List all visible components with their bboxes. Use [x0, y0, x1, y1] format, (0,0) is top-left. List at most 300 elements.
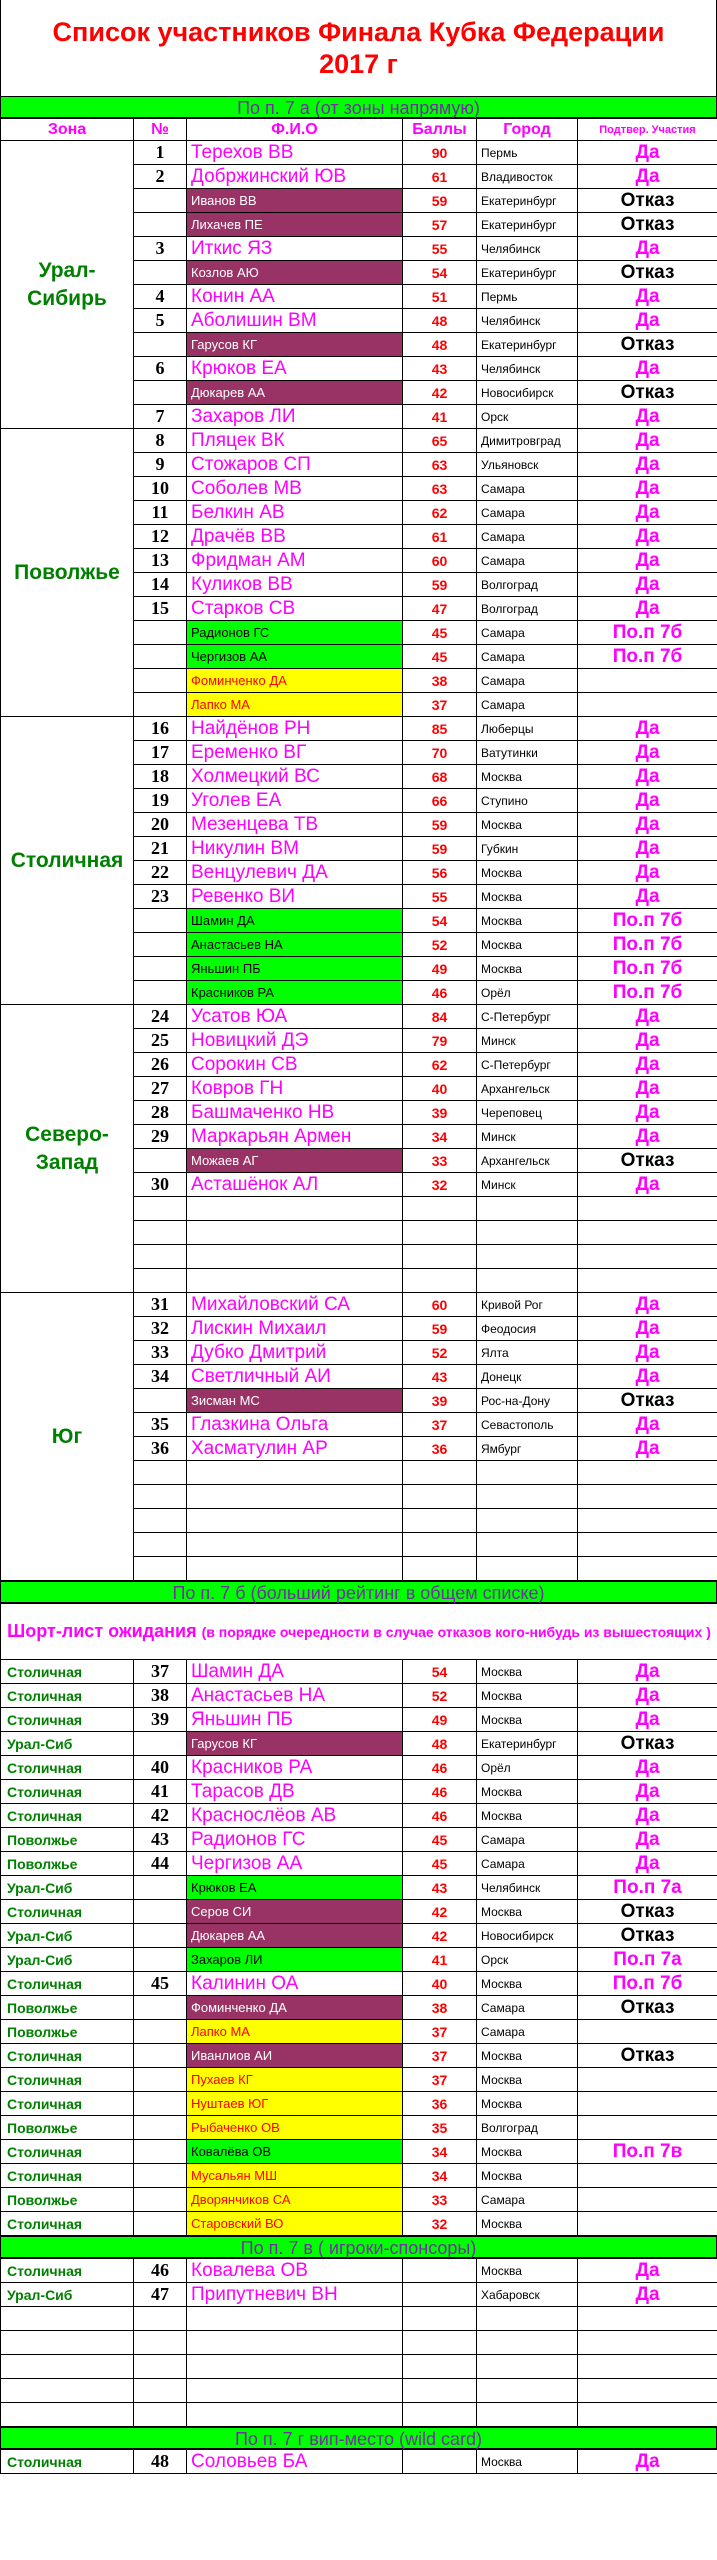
zone-name: Урал-Сиб: [1, 2283, 134, 2307]
city: Москва: [477, 1972, 578, 1996]
participant-name: Старков СВ: [187, 597, 403, 621]
confirmation: [578, 1533, 717, 1557]
city: Екатеринбург: [477, 189, 578, 213]
points: 54: [403, 909, 477, 933]
confirmation: Да: [578, 597, 717, 621]
city: Самара: [477, 669, 578, 693]
row-number: 27: [134, 1077, 187, 1101]
participant-name: Светличный АИ: [187, 1365, 403, 1389]
participant-name: [187, 1557, 403, 1581]
row-number: [134, 189, 187, 213]
participant-name: Усатов ЮА: [187, 1005, 403, 1029]
participant-name: Старовский ВО: [187, 2212, 403, 2236]
shortlist-heading-row: [1, 1604, 717, 1660]
participant-name: Гарусов КГ: [187, 333, 403, 357]
points: 54: [403, 261, 477, 285]
city: Архангельск: [477, 1149, 578, 1173]
zone-name: Поволжье: [1, 2020, 134, 2044]
row-number: 29: [134, 1125, 187, 1149]
city: [477, 2355, 578, 2379]
participant-name: Серов СИ: [187, 1900, 403, 1924]
city: Москва: [477, 1660, 578, 1684]
zone-name: Столичная: [1, 2212, 134, 2236]
confirmation: Да: [578, 477, 717, 501]
zone-name: Столичная: [1, 1900, 134, 1924]
city: [477, 1557, 578, 1581]
city: Москва: [477, 885, 578, 909]
city: [477, 2403, 578, 2427]
points: 66: [403, 789, 477, 813]
confirmation: Да: [578, 1005, 717, 1029]
points: 48: [403, 333, 477, 357]
participant-name: Еременко ВГ: [187, 741, 403, 765]
confirmation: Да: [578, 1293, 717, 1317]
participant-name: Иткис ЯЗ: [187, 237, 403, 261]
points: 68: [403, 765, 477, 789]
participant-name: Нуштаев ЮГ: [187, 2092, 403, 2116]
zone-name: Столичная: [1, 1660, 134, 1684]
confirmation: Да: [578, 2283, 717, 2307]
section-7b-banner: По п. 7 б (больший рейтинг в общем списке): [0, 1581, 717, 1603]
points: 42: [403, 1924, 477, 1948]
participant-name: [187, 1245, 403, 1269]
page-title: [0, 0, 717, 96]
zone-name: Урал-Сиб: [1, 1924, 134, 1948]
participant-name: Анастасьев НА: [187, 933, 403, 957]
table-row: [1, 2140, 717, 2164]
points: 36: [403, 1437, 477, 1461]
zone-name: Столичная: [1, 2164, 134, 2188]
city: Феодосия: [477, 1317, 578, 1341]
row-number: [134, 1533, 187, 1557]
confirmation: [578, 2188, 717, 2212]
city: Ямбург: [477, 1437, 578, 1461]
participant-name: Иванов ВВ: [187, 189, 403, 213]
header-confirm: Подтвер. Участия: [578, 119, 717, 141]
points: 34: [403, 1125, 477, 1149]
row-number: 2: [134, 165, 187, 189]
city: Москва: [477, 1900, 578, 1924]
confirmation: [578, 1557, 717, 1581]
city: Орёл: [477, 981, 578, 1005]
row-number: 33: [134, 1341, 187, 1365]
city: Димитровград: [477, 429, 578, 453]
points: 56: [403, 861, 477, 885]
city: Самара: [477, 501, 578, 525]
title-line-2: 2017 г: [319, 49, 398, 79]
confirmation: Да: [578, 309, 717, 333]
points: [403, 2379, 477, 2403]
city: Самара: [477, 1996, 578, 2020]
row-number: 17: [134, 741, 187, 765]
confirmation: [578, 1197, 717, 1221]
points: 33: [403, 1149, 477, 1173]
points: 51: [403, 285, 477, 309]
participant-name: [187, 1509, 403, 1533]
confirmation: Да: [578, 237, 717, 261]
confirmation: Да: [578, 1413, 717, 1437]
title-line-1: Список участников Финала Кубка Федерации: [52, 17, 665, 47]
row-number: 7: [134, 405, 187, 429]
row-number: [134, 909, 187, 933]
participant-name: Калинин ОА: [187, 1972, 403, 1996]
zone-name: Поволжье: [1, 1996, 134, 2020]
points: 32: [403, 2212, 477, 2236]
confirmation: [578, 2164, 717, 2188]
participant-name: Дубко Дмитрий: [187, 1341, 403, 1365]
participant-name: Куликов ВВ: [187, 573, 403, 597]
row-number: 42: [134, 1804, 187, 1828]
row-number: 18: [134, 765, 187, 789]
row-number: [134, 2355, 187, 2379]
zone-name: Юг: [1, 1293, 134, 1581]
points: 38: [403, 1996, 477, 2020]
table-row: [1, 1828, 717, 1852]
participant-name: Лихачев ПЕ: [187, 213, 403, 237]
confirmation: Отказ: [578, 381, 717, 405]
points: 60: [403, 1293, 477, 1317]
participant-name: Аболишин ВМ: [187, 309, 403, 333]
confirmation: Да: [578, 1708, 717, 1732]
row-number: [134, 2188, 187, 2212]
confirmation: По.п 7б: [578, 957, 717, 981]
shortlist-note: (в порядке очередности в случае отказов кого-нибудь из вышестоящих ): [201, 1624, 711, 1640]
city: Самара: [477, 2188, 578, 2212]
confirmation: [578, 1485, 717, 1509]
city: Хабаровск: [477, 2283, 578, 2307]
points: 39: [403, 1389, 477, 1413]
confirmation: [578, 2331, 717, 2355]
confirmation: Отказ: [578, 1924, 717, 1948]
confirmation: Отказ: [578, 1900, 717, 1924]
zone-name: Столичная: [1, 2140, 134, 2164]
zone-name: Поволжье: [1, 429, 134, 717]
participant-name: Козлов АЮ: [187, 261, 403, 285]
participant-name: Ревенко ВИ: [187, 885, 403, 909]
confirmation: По.п 7б: [578, 645, 717, 669]
zone-name: Столичная: [1, 1756, 134, 1780]
city: Москва: [477, 933, 578, 957]
city: Рос-на-Дону: [477, 1389, 578, 1413]
points: 46: [403, 981, 477, 1005]
participant-name: Яньшин ПБ: [187, 1708, 403, 1732]
table-row: [1, 1708, 717, 1732]
participant-name: Белкин АВ: [187, 501, 403, 525]
points: [403, 1533, 477, 1557]
points: [403, 2331, 477, 2355]
participant-name: Лискин Михаил: [187, 1317, 403, 1341]
city: [477, 1533, 578, 1557]
participant-name: Захаров ЛИ: [187, 405, 403, 429]
city: [477, 1509, 578, 1533]
points: 33: [403, 2188, 477, 2212]
zone-name: Поволжье: [1, 2116, 134, 2140]
confirmation: [578, 1221, 717, 1245]
participant-name: [187, 1533, 403, 1557]
zone-name: Столичная: [1, 2450, 134, 2474]
participant-name: Зисман МС: [187, 1389, 403, 1413]
participant-name: Дюкарев АА: [187, 1924, 403, 1948]
city: Москва: [477, 1708, 578, 1732]
participant-name: Асташёнок АЛ: [187, 1173, 403, 1197]
points: 49: [403, 957, 477, 981]
points: 38: [403, 669, 477, 693]
table-row: [1, 1948, 717, 1972]
confirmation: По.п 7б: [578, 981, 717, 1005]
table-row: [1, 2092, 717, 2116]
confirmation: [578, 1461, 717, 1485]
participant-name: Глазкина Ольга: [187, 1413, 403, 1437]
row-number: 44: [134, 1852, 187, 1876]
row-number: 40: [134, 1756, 187, 1780]
zone-name: Столичная: [1, 1972, 134, 1996]
confirmation: Да: [578, 1828, 717, 1852]
section-7a-banner: По п. 7 а (от зоны напрямую): [0, 96, 717, 118]
row-number: [134, 1197, 187, 1221]
city: [477, 1221, 578, 1245]
confirmation: Да: [578, 1077, 717, 1101]
city: [477, 1245, 578, 1269]
zone-name: Поволжье: [1, 1828, 134, 1852]
row-number: [134, 333, 187, 357]
row-number: [134, 1389, 187, 1413]
city: [477, 1197, 578, 1221]
confirmation: Да: [578, 141, 717, 165]
confirmation: [578, 2116, 717, 2140]
participant-name: Сорокин СВ: [187, 1053, 403, 1077]
table-row: [1, 1876, 717, 1900]
points: 45: [403, 621, 477, 645]
city: Череповец: [477, 1101, 578, 1125]
points: 62: [403, 1053, 477, 1077]
table-row: [1, 2450, 717, 2474]
table-row: [1, 1660, 717, 1684]
points: 63: [403, 477, 477, 501]
city: Москва: [477, 2450, 578, 2474]
table-row: [1, 2259, 717, 2283]
confirmation: [578, 2379, 717, 2403]
row-number: [134, 933, 187, 957]
city: Минск: [477, 1173, 578, 1197]
confirmation: Да: [578, 861, 717, 885]
table-row: [1, 2188, 717, 2212]
zone-name: Столичная: [1, 1708, 134, 1732]
row-number: 9: [134, 453, 187, 477]
row-number: 31: [134, 1293, 187, 1317]
points: [403, 2403, 477, 2427]
points: [403, 1221, 477, 1245]
row-number: [134, 1732, 187, 1756]
row-number: 34: [134, 1365, 187, 1389]
participant-name: Лапко МА: [187, 693, 403, 717]
participant-name: [187, 2331, 403, 2355]
points: 52: [403, 1341, 477, 1365]
row-number: [134, 669, 187, 693]
points: 54: [403, 1660, 477, 1684]
row-number: 26: [134, 1053, 187, 1077]
participant-name: Соловьев БА: [187, 2450, 403, 2474]
confirmation: Да: [578, 285, 717, 309]
points: 43: [403, 1876, 477, 1900]
row-number: 25: [134, 1029, 187, 1053]
confirmation: Да: [578, 549, 717, 573]
city: Челябинск: [477, 1876, 578, 1900]
points: 57: [403, 213, 477, 237]
points: [403, 2307, 477, 2331]
row-number: 3: [134, 237, 187, 261]
points: 48: [403, 1732, 477, 1756]
row-number: [134, 2092, 187, 2116]
points: 43: [403, 1365, 477, 1389]
header-row: [1, 119, 717, 141]
participant-name: Уголев ЕА: [187, 789, 403, 813]
wildcard-table: [0, 2449, 717, 2474]
row-number: 39: [134, 1708, 187, 1732]
confirmation: Да: [578, 1804, 717, 1828]
participant-name: Михайловский СА: [187, 1293, 403, 1317]
city: Самара: [477, 1852, 578, 1876]
confirmation: Да: [578, 765, 717, 789]
points: 39: [403, 1101, 477, 1125]
confirmation: По.п 7в: [578, 2140, 717, 2164]
confirmation: Да: [578, 1365, 717, 1389]
participant-name: Добржинский ЮВ: [187, 165, 403, 189]
row-number: [134, 1557, 187, 1581]
zone-name: Столичная: [1, 2259, 134, 2283]
zone-name: Столичная: [1, 1804, 134, 1828]
section-7v-banner: По п. 7 в ( игроки-спонсоры): [0, 2236, 717, 2258]
points: [403, 1557, 477, 1581]
city: Самара: [477, 2020, 578, 2044]
row-number: 24: [134, 1005, 187, 1029]
points: 40: [403, 1077, 477, 1101]
zone-name: Столичная: [1, 2044, 134, 2068]
confirmation: Да: [578, 885, 717, 909]
participant-name: Мезенцева ТВ: [187, 813, 403, 837]
city: Архангельск: [477, 1077, 578, 1101]
points: 46: [403, 1804, 477, 1828]
zone-name: Столичная: [1, 2068, 134, 2092]
participant-name: Иванлиов АИ: [187, 2044, 403, 2068]
city: Екатеринбург: [477, 213, 578, 237]
confirmation: [578, 2212, 717, 2236]
row-number: [134, 1485, 187, 1509]
table-row: [1, 1852, 717, 1876]
confirmation: Да: [578, 165, 717, 189]
participant-name: Радионов ГС: [187, 1828, 403, 1852]
row-number: [134, 1461, 187, 1485]
table-row: [1, 2068, 717, 2092]
points: 70: [403, 741, 477, 765]
confirmation: По.п 7а: [578, 1876, 717, 1900]
city: Москва: [477, 2259, 578, 2283]
city: Самара: [477, 477, 578, 501]
row-number: [134, 621, 187, 645]
points: 37: [403, 2020, 477, 2044]
city: Челябинск: [477, 357, 578, 381]
participant-name: Никулин ВМ: [187, 837, 403, 861]
row-number: [134, 2140, 187, 2164]
table-row: [1, 1924, 717, 1948]
confirmation: По.п 7а: [578, 1948, 717, 1972]
points: 59: [403, 1317, 477, 1341]
participant-name: [187, 2403, 403, 2427]
confirmation: Да: [578, 1053, 717, 1077]
table-row: [1, 717, 717, 741]
city: С-Петербург: [477, 1053, 578, 1077]
participant-name: Пляцек ВК: [187, 429, 403, 453]
participant-name: Ковалева ОВ: [187, 2259, 403, 2283]
table-row: [1, 2331, 717, 2355]
table-row: [1, 1293, 717, 1317]
table-row: [1, 141, 717, 165]
table-row: [1, 2379, 717, 2403]
points: 45: [403, 1852, 477, 1876]
table-row: [1, 2355, 717, 2379]
participant-name: Ковалёва ОВ: [187, 2140, 403, 2164]
confirmation: Да: [578, 525, 717, 549]
city: Москва: [477, 1780, 578, 1804]
confirmation: Да: [578, 2450, 717, 2474]
participant-name: Лапко МА: [187, 2020, 403, 2044]
row-number: 45: [134, 1972, 187, 1996]
city: Москва: [477, 2068, 578, 2092]
row-number: [134, 1900, 187, 1924]
participant-name: Фоминченко ДА: [187, 669, 403, 693]
confirmation: Да: [578, 1852, 717, 1876]
points: 41: [403, 1948, 477, 1972]
zone-name: [1, 2331, 134, 2355]
confirmation: Да: [578, 1125, 717, 1149]
city: Москва: [477, 2140, 578, 2164]
confirmation: [578, 2403, 717, 2427]
city: Москва: [477, 1684, 578, 1708]
row-number: 14: [134, 573, 187, 597]
row-number: 23: [134, 885, 187, 909]
row-number: [134, 2044, 187, 2068]
row-number: 30: [134, 1173, 187, 1197]
points: 37: [403, 2068, 477, 2092]
participant-name: [187, 2307, 403, 2331]
table-row: [1, 2307, 717, 2331]
participant-name: Рыбаченко ОВ: [187, 2116, 403, 2140]
city: Минск: [477, 1125, 578, 1149]
row-number: [134, 2020, 187, 2044]
confirmation: Да: [578, 837, 717, 861]
confirmation: Да: [578, 429, 717, 453]
points: 42: [403, 1900, 477, 1924]
table-row: [1, 2020, 717, 2044]
city: Москва: [477, 2212, 578, 2236]
row-number: 28: [134, 1101, 187, 1125]
confirmation: Отказ: [578, 261, 717, 285]
table-row: [1, 1732, 717, 1756]
row-number: [134, 1245, 187, 1269]
row-number: [134, 1269, 187, 1293]
points: 48: [403, 309, 477, 333]
participant-name: Ковров ГН: [187, 1077, 403, 1101]
row-number: [134, 1221, 187, 1245]
confirmation: [578, 2020, 717, 2044]
city: Ступино: [477, 789, 578, 813]
city: Орск: [477, 1948, 578, 1972]
participant-name: Стожаров СП: [187, 453, 403, 477]
city: Ульяновск: [477, 453, 578, 477]
points: [403, 2450, 477, 2474]
participant-name: Хасматулин АР: [187, 1437, 403, 1461]
confirmation: Да: [578, 573, 717, 597]
points: 32: [403, 1173, 477, 1197]
